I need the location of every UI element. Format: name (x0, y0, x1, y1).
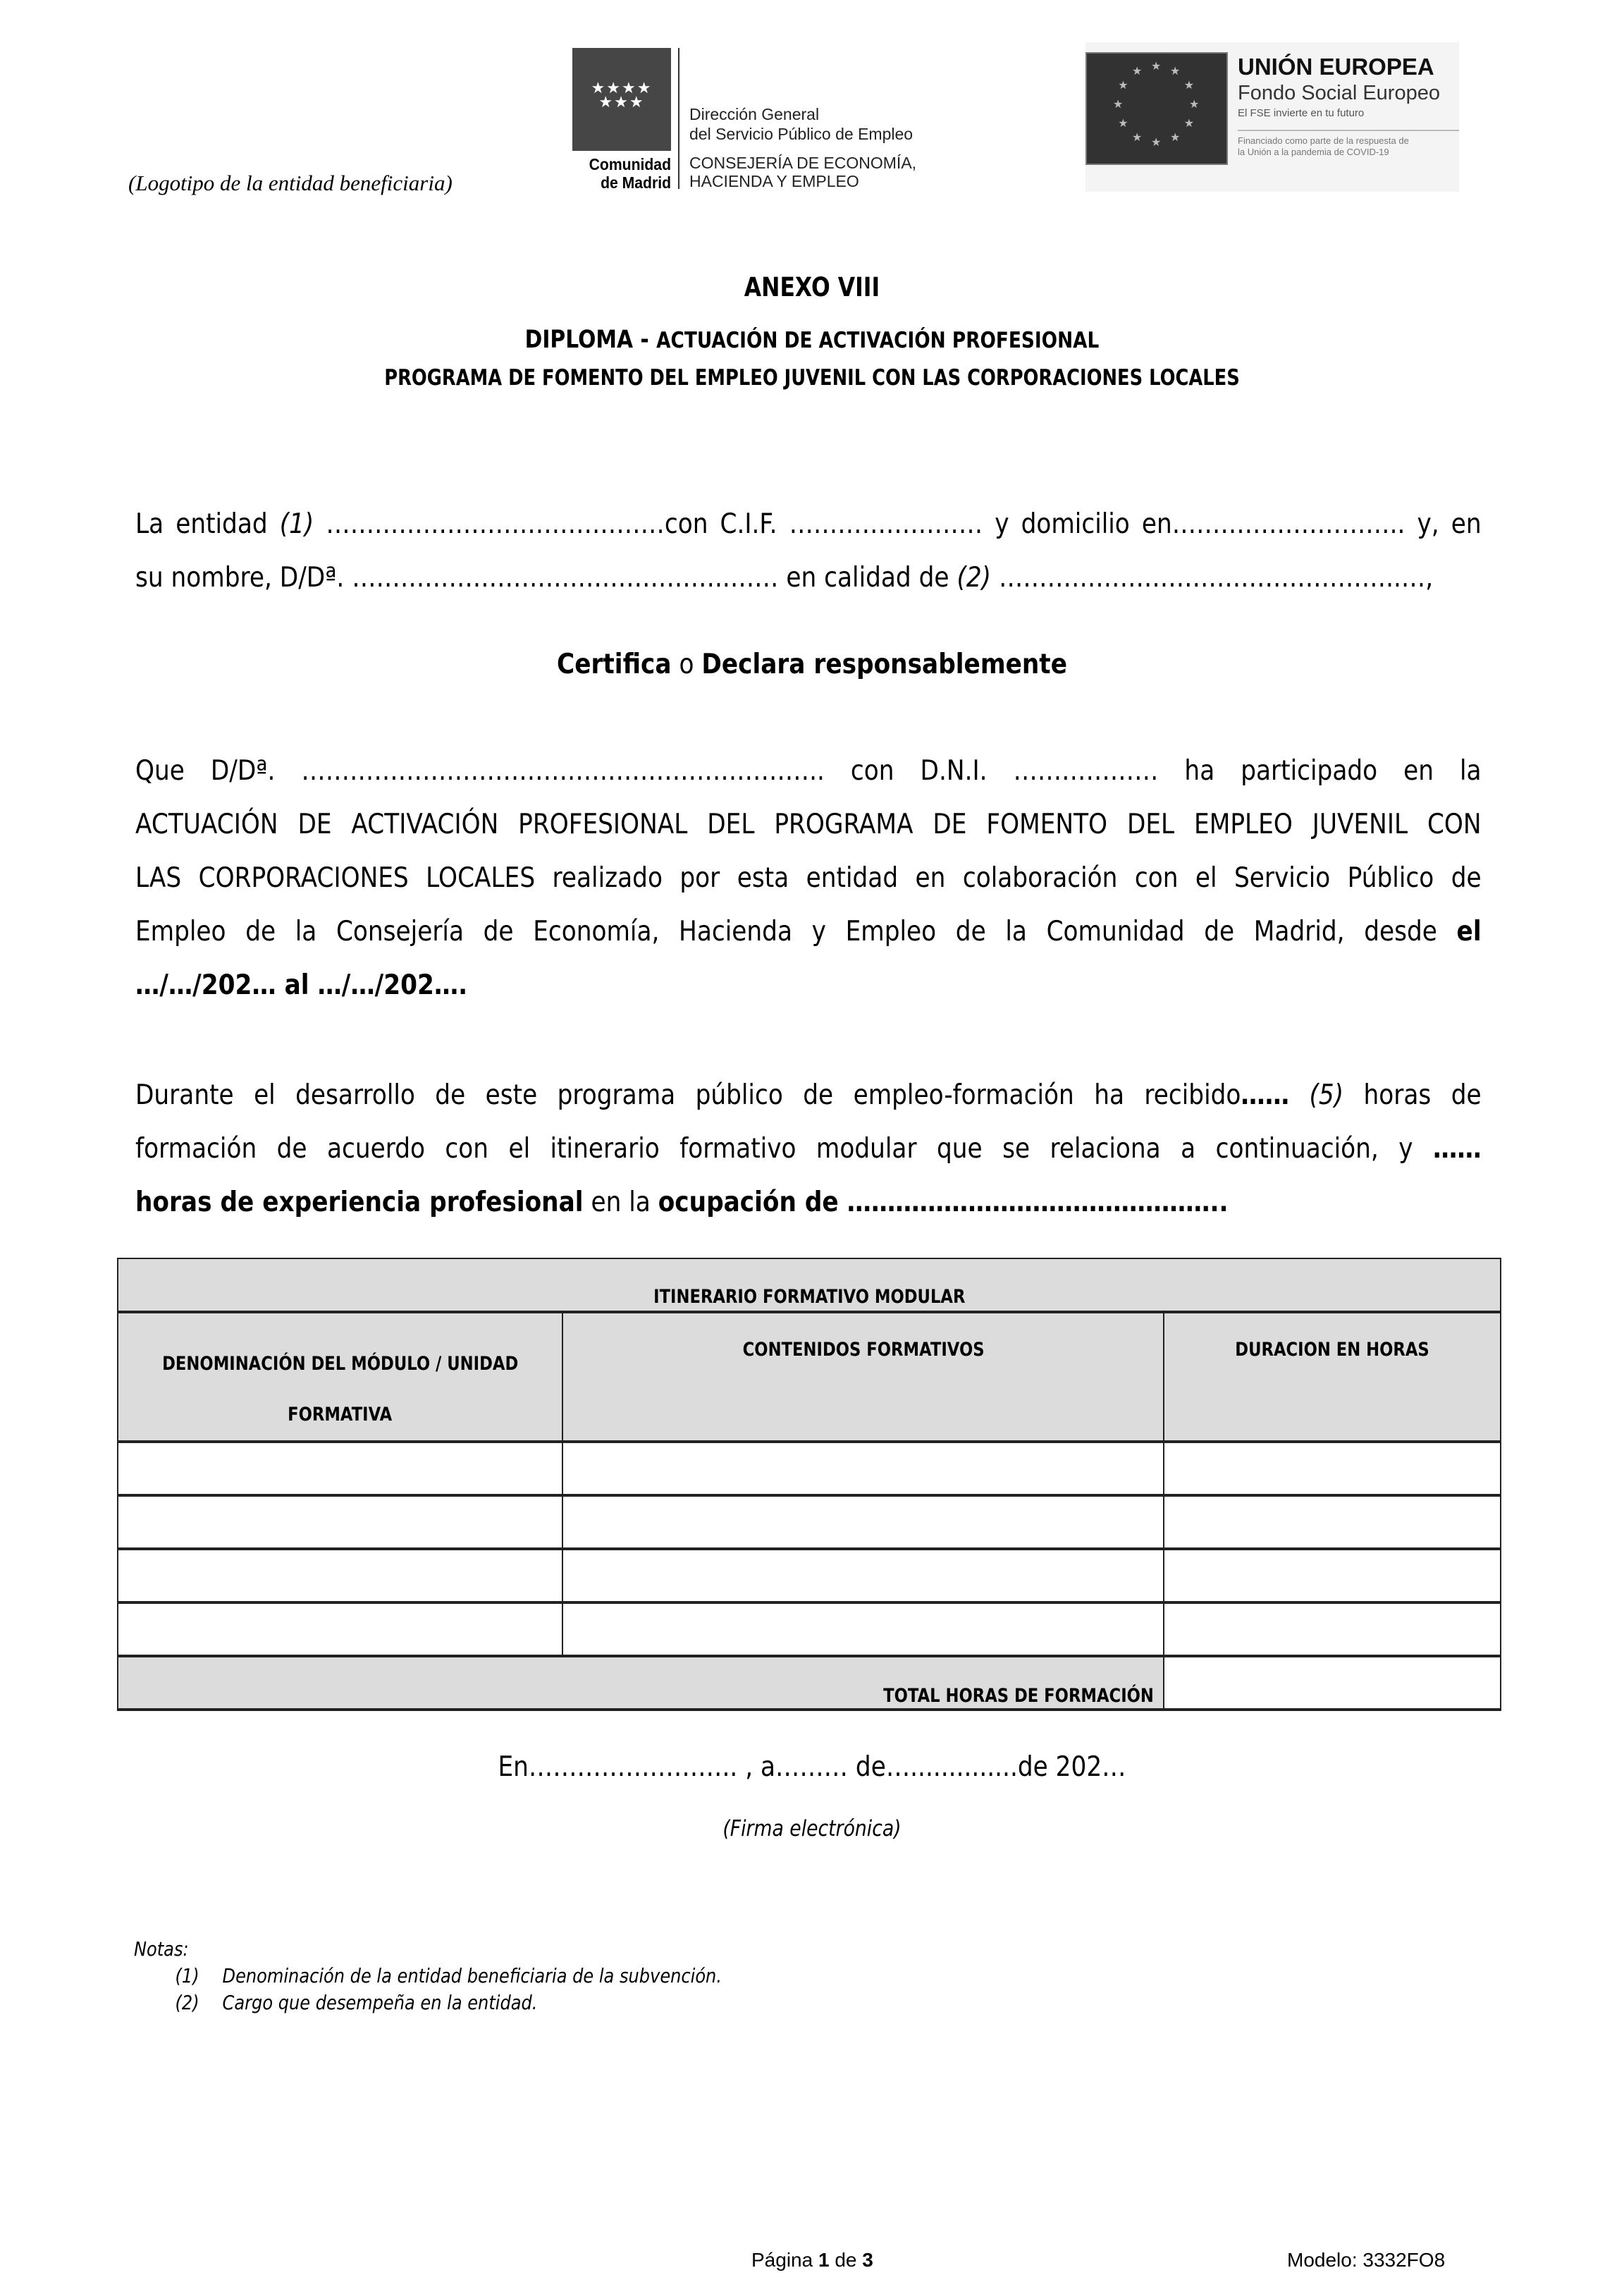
duration-cell[interactable] (1164, 1442, 1501, 1495)
itinerary-table (117, 1258, 1501, 1711)
participant-line-1: Que D/Dª. ……………………………………………………….. con D.N.I. ……………… ha participado en la (135, 755, 1482, 787)
comunidad-madrid-logo (572, 48, 967, 196)
training-line-3: horas de experiencia profesional en la ocupación de ……………………………………….. (135, 1187, 1229, 1218)
contents-cell[interactable] (562, 1442, 1164, 1495)
note-item: (2) Cargo que desempeña en la entidad. (175, 1991, 538, 2014)
eu-star-icon: ★ (1189, 97, 1200, 111)
page-indicator: Página 1 de 3 (751, 2249, 873, 2271)
eu-fse-logo (1085, 42, 1459, 192)
comunidad-madrid-emblem (572, 48, 671, 151)
column-header-module: DENOMINACIÓN DEL MÓDULO / UNIDAD FORMATIVA (118, 1312, 562, 1442)
table-header-row (118, 1312, 1501, 1442)
note-item: (1) Denominación de la entidad beneficiaria de la subvención. (175, 1964, 722, 1987)
contents-cell[interactable] (562, 1549, 1164, 1602)
entity-line-2: su nombre, D/Dª. ………………………………………..…… en calidad de (2) …………………………………………..…, (135, 562, 1434, 594)
notes-section (134, 1936, 722, 2016)
program-title: PROGRAMA DE FOMENTO DEL EMPLEO JUVENIL CON LAS CORPORACIONES LOCALES (384, 365, 1240, 391)
consejeria-text (689, 154, 916, 190)
eu-flag-icon (1085, 52, 1228, 165)
eu-star-icon: ★ (1183, 116, 1195, 130)
table-title-row (118, 1258, 1501, 1312)
eu-fund-name: Fondo Social Europeo (1238, 82, 1440, 104)
eu-title: UNIÓN EUROPEA (1238, 54, 1434, 80)
eu-star-icon: ★ (1132, 64, 1143, 78)
entity-paragraph (135, 498, 1482, 605)
module-cell[interactable] (118, 1602, 562, 1656)
current-page: 1 (818, 2249, 830, 2271)
diploma-label: DIPLOMA - (524, 326, 657, 354)
eu-divider (1238, 130, 1459, 131)
duration-cell[interactable] (1164, 1549, 1501, 1602)
column-header-contents: CONTENIDOS FORMATIVOS (562, 1312, 1164, 1442)
table-row (118, 1495, 1501, 1549)
cm-name-line2: de Madrid (601, 173, 671, 192)
contents-cell[interactable] (562, 1495, 1164, 1549)
module-cell[interactable] (118, 1442, 562, 1495)
eu-star-icon: ★ (1118, 116, 1128, 130)
diploma-title (122, 326, 1502, 354)
total-hours-label: TOTAL HORAS DE FORMACIÓN (118, 1656, 1164, 1710)
entity-line-1: La entidad (1) ……………………………………con C.I.F. …………………… y domicilio en……………………….. y, en (135, 508, 1482, 540)
notes-heading: Notas: (134, 1937, 189, 1961)
duration-cell[interactable] (1164, 1495, 1501, 1549)
logo-divider (678, 48, 679, 189)
beneficiary-logo-placeholder: (Logotipo de la entidad beneficiaria) (128, 171, 453, 195)
note-ref-2: (2) (956, 562, 992, 594)
cons-line1: CONSEJERÍA DE ECONOMÍA, (689, 154, 917, 172)
eu-star-icon: ★ (1132, 130, 1143, 144)
table-title: ITINERARIO FORMATIVO MODULAR (118, 1258, 1501, 1312)
module-cell[interactable] (118, 1549, 562, 1602)
participant-line-3: LAS CORPORACIONES LOCALES realizado por esta entidad en colaboración con el Servicio Público de (135, 862, 1482, 894)
duration-cell[interactable] (1164, 1602, 1501, 1656)
table-total-row (118, 1656, 1501, 1710)
eu-star-icon: ★ (1113, 97, 1124, 111)
dg-line1: Dirección General (689, 105, 820, 123)
participant-line-4: Empleo de la Consejería de Economía, Hacienda y Empleo de la Comunidad de Madrid, desde el (135, 916, 1482, 948)
participant-line-2: ACTUACIÓN DE ACTIVACIÓN PROFESIONAL DEL PROGRAMA DE FOMENTO DEL EMPLEO JUVENIL CON (135, 809, 1482, 840)
eu-star-icon: ★ (1183, 78, 1195, 92)
table-row (118, 1549, 1501, 1602)
certifica-label: Certifica (557, 649, 672, 680)
training-line-2: formación de acuerdo con el itinerario formativo modular que se relaciona a continuación, y …… (135, 1133, 1482, 1165)
eu-star-icon: ★ (1170, 130, 1181, 144)
eu-note-line2: la Unión a la pandemia de COVID-19 (1238, 147, 1389, 157)
eu-note-line1: Financiado como parte de la respuesta de (1238, 135, 1409, 146)
participant-dates: …/…/202… al …/…/202…. (135, 969, 468, 1001)
diploma-subject: ACTUACIÓN DE ACTIVACIÓN PROFESIONAL (656, 328, 1100, 353)
table-row (118, 1442, 1501, 1495)
annex-title: ANEXO VIII (744, 272, 880, 302)
stars-icon: ★★★★ ★★★ (591, 80, 653, 111)
participant-paragraph (135, 744, 1482, 1012)
total-pages: 3 (862, 2249, 873, 2271)
direccion-general-text (689, 104, 913, 144)
eu-star-icon: ★ (1151, 135, 1162, 149)
eu-motto: El FSE invierte en tu futuro (1238, 107, 1365, 119)
contents-cell[interactable] (562, 1602, 1164, 1656)
note-ref-1: (1) (279, 508, 314, 540)
dg-line2: del Servicio Público de Empleo (689, 125, 914, 143)
table-row (118, 1602, 1501, 1656)
training-line-1: Durante el desarrollo de este programa público de empleo-formación ha recibido…… (5) horas de (135, 1079, 1482, 1111)
cons-line2: HACIENDA Y EMPLEO (689, 172, 859, 190)
column-header-duration: DURACION EN HORAS (1164, 1312, 1501, 1442)
certify-heading: Certifica o Declara responsablemente (557, 649, 1067, 680)
declara-label: Declara responsablemente (701, 649, 1067, 680)
place-date-line: En…………………….. , a……… de…..............de 202… (498, 1751, 1126, 1783)
cm-name-line1: Comunidad (589, 155, 671, 173)
total-hours-value[interactable] (1164, 1656, 1501, 1710)
comunidad-madrid-name (580, 155, 671, 192)
eu-star-icon: ★ (1151, 59, 1162, 73)
electronic-signature-label: (Firma electrónica) (722, 1816, 902, 1841)
training-paragraph (135, 1069, 1482, 1230)
eu-covid-note (1238, 135, 1409, 158)
eu-star-icon: ★ (1170, 64, 1181, 78)
note-ref-5: (5) (1289, 1079, 1344, 1111)
eu-star-icon: ★ (1118, 78, 1128, 92)
model-code: Modelo: 3332FO8 (1287, 2249, 1446, 2271)
module-cell[interactable] (118, 1495, 562, 1549)
